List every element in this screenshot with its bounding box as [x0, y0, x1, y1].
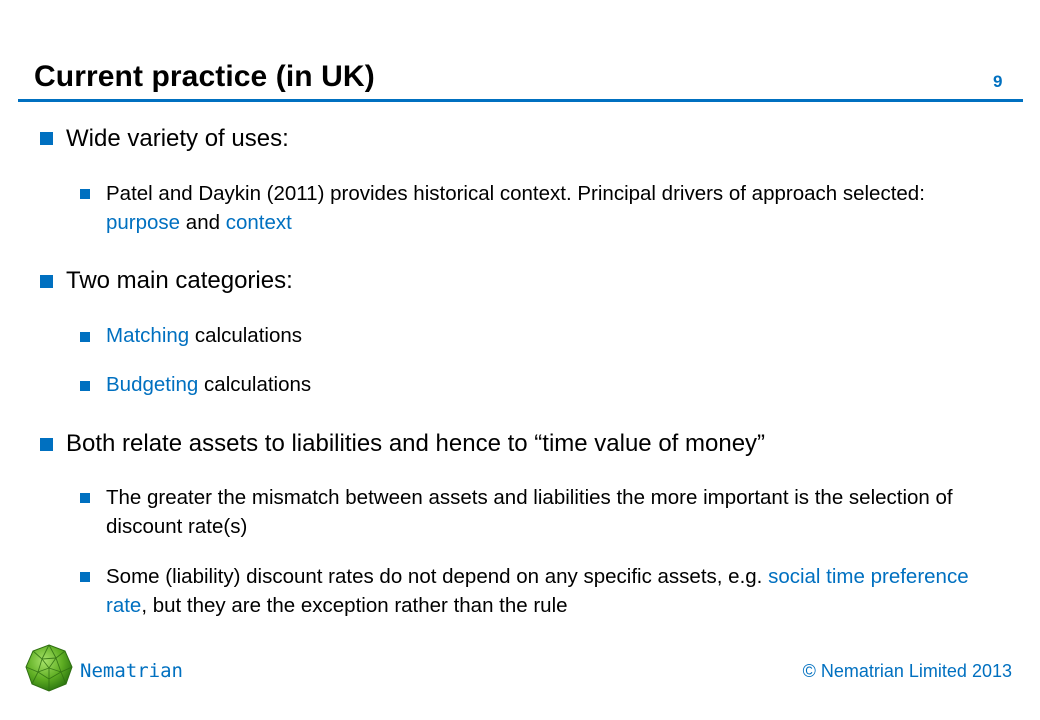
- page-number: 9: [993, 72, 1003, 91]
- slide-title: Current practice (in UK): [34, 60, 375, 93]
- sub-bullet-text: Patel and Daykin (2011) provides historical context. Principal drivers of approach selected: purpose and context: [106, 182, 925, 234]
- sub-bullet-text: Matching calculations: [106, 324, 302, 347]
- highlight-term: social time preference rate: [106, 565, 969, 617]
- bullet-icon: [80, 189, 90, 199]
- bullet-icon: [40, 438, 53, 451]
- bullet-icon: [80, 493, 90, 503]
- green-polyhedron-icon: [24, 643, 74, 693]
- title-divider: [18, 99, 1023, 102]
- bullet-icon: [80, 332, 90, 342]
- bullet-text: Both relate assets to liabilities and hence to “time value of money”: [66, 430, 766, 457]
- bullet-text: Wide variety of uses:: [66, 125, 289, 152]
- bullet-icon: [80, 572, 90, 582]
- bullet-icon: [40, 132, 53, 145]
- bullet-icon: [40, 275, 53, 288]
- highlight-term: purpose: [106, 211, 181, 234]
- bullet-icon: [80, 381, 90, 391]
- brand-name: Nematrian: [80, 660, 183, 682]
- copyright-text: © Nematrian Limited 2013: [802, 661, 1012, 681]
- sub-bullet-text: Some (liability) discount rates do not depend on any specific assets, e.g. social time preference rate, but they are the exception rather than the rule: [106, 565, 969, 617]
- sub-bullet-text: Budgeting calculations: [106, 373, 312, 396]
- sub-bullet-text: The greater the mismatch between assets and liabilities the more important is the selection of discount rate(s): [106, 486, 953, 538]
- highlight-term: Budgeting: [106, 373, 199, 396]
- bullet-text: Two main categories:: [66, 267, 293, 294]
- highlight-term: Matching: [106, 324, 190, 347]
- highlight-term: context: [225, 211, 292, 234]
